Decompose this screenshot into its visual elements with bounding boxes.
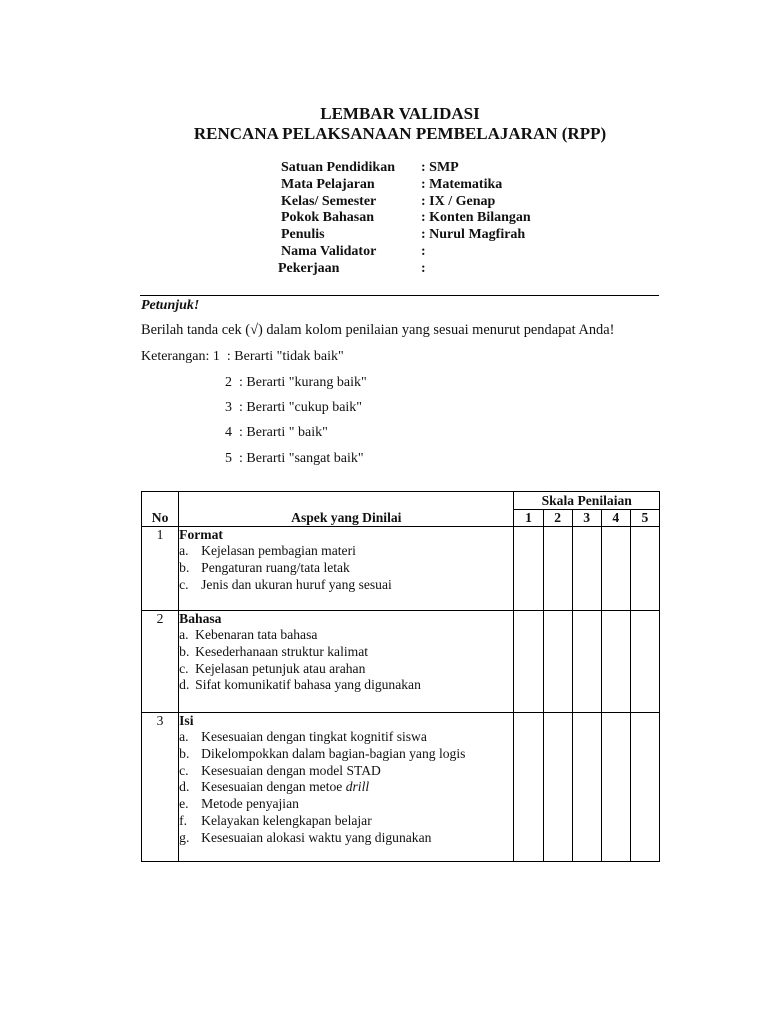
- item-letter: e.: [179, 796, 189, 812]
- legend-row-3: [225, 400, 362, 416]
- score-cell-3[interactable]: [572, 611, 601, 713]
- info-label: Penulis: [281, 227, 325, 243]
- legend-row-5: [225, 451, 364, 467]
- aspect-item: [179, 560, 513, 577]
- scale-header-3: 3: [572, 510, 601, 527]
- table-header-row: [142, 492, 660, 510]
- header-no: No: [142, 492, 179, 527]
- score-cell-5[interactable]: [630, 713, 659, 862]
- legend-text: : Berarti "tidak baik": [226, 349, 344, 364]
- item-text: Kejelasan petunjuk atau arahan: [195, 660, 366, 676]
- item-text: Kebenaran tata bahasa: [195, 627, 318, 642]
- item-letter: a.: [179, 729, 189, 744]
- table-row: [142, 611, 660, 713]
- aspect-item: [179, 644, 513, 661]
- validation-table: [141, 491, 660, 862]
- item-letter: b.: [179, 559, 190, 575]
- info-value: : SMP: [421, 160, 459, 175]
- aspect-cell: [179, 611, 514, 713]
- item-text: Kejelasan pembagian materi: [201, 543, 356, 558]
- table-row: [142, 713, 660, 862]
- score-cell-4[interactable]: [601, 527, 630, 611]
- item-letter: c.: [179, 576, 189, 592]
- row-number: 3: [142, 713, 179, 862]
- legend-text: : Berarti "sangat baik": [239, 451, 364, 466]
- instructions-heading: Petunjuk!: [141, 298, 200, 313]
- aspect-item: [179, 677, 513, 694]
- legend-number: 5: [225, 451, 232, 466]
- legend-number: 2: [225, 375, 232, 390]
- scale-header-5: 5: [630, 510, 659, 527]
- document-title: LEMBAR VALIDASI: [320, 104, 480, 123]
- info-row-satuan: [281, 160, 531, 177]
- item-letter: b.: [179, 643, 190, 659]
- legend-text: : Berarti " baik": [239, 425, 328, 440]
- info-label: Kelas/ Semester: [281, 193, 377, 209]
- item-letter: c.: [179, 762, 189, 778]
- score-cell-5[interactable]: [630, 611, 659, 713]
- instructions-text: Berilah tanda cek (√) dalam kolom penilaian yang sesuai menurut pendapat Anda!: [141, 322, 615, 338]
- item-text: Dikelompokkan dalam bagian-bagian yang logis: [201, 745, 466, 761]
- horizontal-divider: [140, 295, 659, 296]
- score-cell-1[interactable]: [514, 713, 543, 862]
- scale-header-4: 4: [601, 510, 630, 527]
- item-text: Kelayakan kelengkapan belajar: [201, 812, 372, 828]
- row-number: 1: [142, 527, 179, 611]
- aspect-category: Format: [179, 527, 223, 542]
- aspect-item: [179, 627, 513, 644]
- item-letter: d.: [179, 779, 190, 795]
- info-label: Nama Validator: [281, 243, 377, 259]
- header-aspect: Aspek yang Dinilai: [179, 492, 514, 527]
- item-letter: b.: [179, 745, 190, 761]
- item-text: Metode penyajian: [201, 796, 299, 812]
- score-cell-2[interactable]: [543, 713, 572, 862]
- document-subtitle: RENCANA PELAKSANAAN PEMBELAJARAN (RPP): [193, 124, 607, 143]
- info-label: Satuan Pendidikan: [281, 160, 395, 175]
- info-row-mapel: [281, 177, 531, 194]
- info-row-pekerjaan: [278, 260, 531, 278]
- info-label: Pokok Bahasan: [281, 210, 374, 226]
- score-cell-1[interactable]: [514, 611, 543, 713]
- item-text: Kesederhanaan struktur kalimat: [195, 643, 369, 659]
- legend-number: 3: [225, 400, 232, 415]
- score-cell-2[interactable]: [543, 611, 572, 713]
- info-row-penulis: [281, 227, 531, 244]
- item-letter: a.: [179, 627, 189, 642]
- score-cell-4[interactable]: [601, 611, 630, 713]
- row-number: 2: [142, 611, 179, 713]
- info-row-kelas: [281, 194, 531, 211]
- item-text: Pengaturan ruang/tata letak: [201, 559, 350, 575]
- legend-number: 1: [212, 349, 220, 364]
- item-letter: c.: [179, 660, 189, 676]
- item-text: Jenis dan ukuran huruf yang sesuai: [201, 576, 392, 592]
- aspect-category: Bahasa: [179, 611, 222, 626]
- aspect-cell: [179, 713, 514, 862]
- aspect-cell: [179, 527, 514, 611]
- scale-header-2: 2: [543, 510, 572, 527]
- legend-row-2: [225, 375, 367, 391]
- aspect-item: [179, 796, 513, 813]
- table-row: [142, 527, 660, 611]
- info-row-pokok: [281, 210, 531, 227]
- legend-row-1: [141, 349, 344, 365]
- item-letter: f.: [179, 812, 188, 828]
- legend-number: 4: [225, 425, 232, 440]
- aspect-item: [179, 577, 513, 594]
- score-cell-1[interactable]: [514, 527, 543, 611]
- info-value: :: [421, 260, 426, 276]
- info-label: Pekerjaan: [278, 260, 340, 276]
- legend-text: : Berarti "cukup baik": [239, 400, 363, 415]
- info-label: Mata Pelajaran: [281, 176, 375, 192]
- scale-header-1: 1: [514, 510, 543, 527]
- item-text: Kesesuaian dengan metoe: [201, 779, 343, 795]
- item-letter: d.: [179, 677, 190, 693]
- info-value: : Nurul Magfirah: [421, 227, 526, 243]
- item-text: Kesesuaian dengan model STAD: [201, 762, 381, 778]
- aspect-item: [179, 661, 513, 678]
- identity-block: [278, 160, 531, 278]
- aspect-item: [179, 813, 513, 830]
- info-value: : Matematika: [421, 176, 503, 192]
- item-text: Kesesuaian alokasi waktu yang digunakan: [201, 829, 432, 845]
- aspect-item: [179, 543, 513, 560]
- item-letter: g.: [179, 829, 190, 845]
- legend-row-4: [225, 425, 328, 441]
- legend-label: Keterangan:: [141, 349, 210, 364]
- score-cell-5[interactable]: [630, 527, 659, 611]
- item-italic-term: drill: [345, 779, 370, 795]
- aspect-item: [179, 746, 471, 763]
- info-row-validator: [281, 244, 531, 261]
- info-value: :: [421, 243, 426, 259]
- legend-text: : Berarti "kurang baik": [239, 375, 367, 390]
- info-value: : Konten Bilangan: [421, 210, 531, 226]
- header-scale: Skala Penilaian: [514, 492, 660, 510]
- item-text: Sifat komunikatif bahasa yang digunakan: [195, 677, 421, 693]
- score-cell-4[interactable]: [601, 713, 630, 862]
- aspect-item: [179, 830, 513, 847]
- aspect-item: [179, 763, 513, 780]
- item-text: Kesesuaian dengan tingkat kognitif siswa: [201, 729, 427, 744]
- aspect-item: [179, 779, 513, 796]
- item-letter: a.: [179, 543, 189, 558]
- score-cell-3[interactable]: [572, 527, 601, 611]
- score-cell-2[interactable]: [543, 527, 572, 611]
- aspect-category: Isi: [179, 713, 194, 728]
- aspect-item: [179, 729, 513, 746]
- score-cell-3[interactable]: [572, 713, 601, 862]
- info-value: : IX / Genap: [421, 193, 496, 209]
